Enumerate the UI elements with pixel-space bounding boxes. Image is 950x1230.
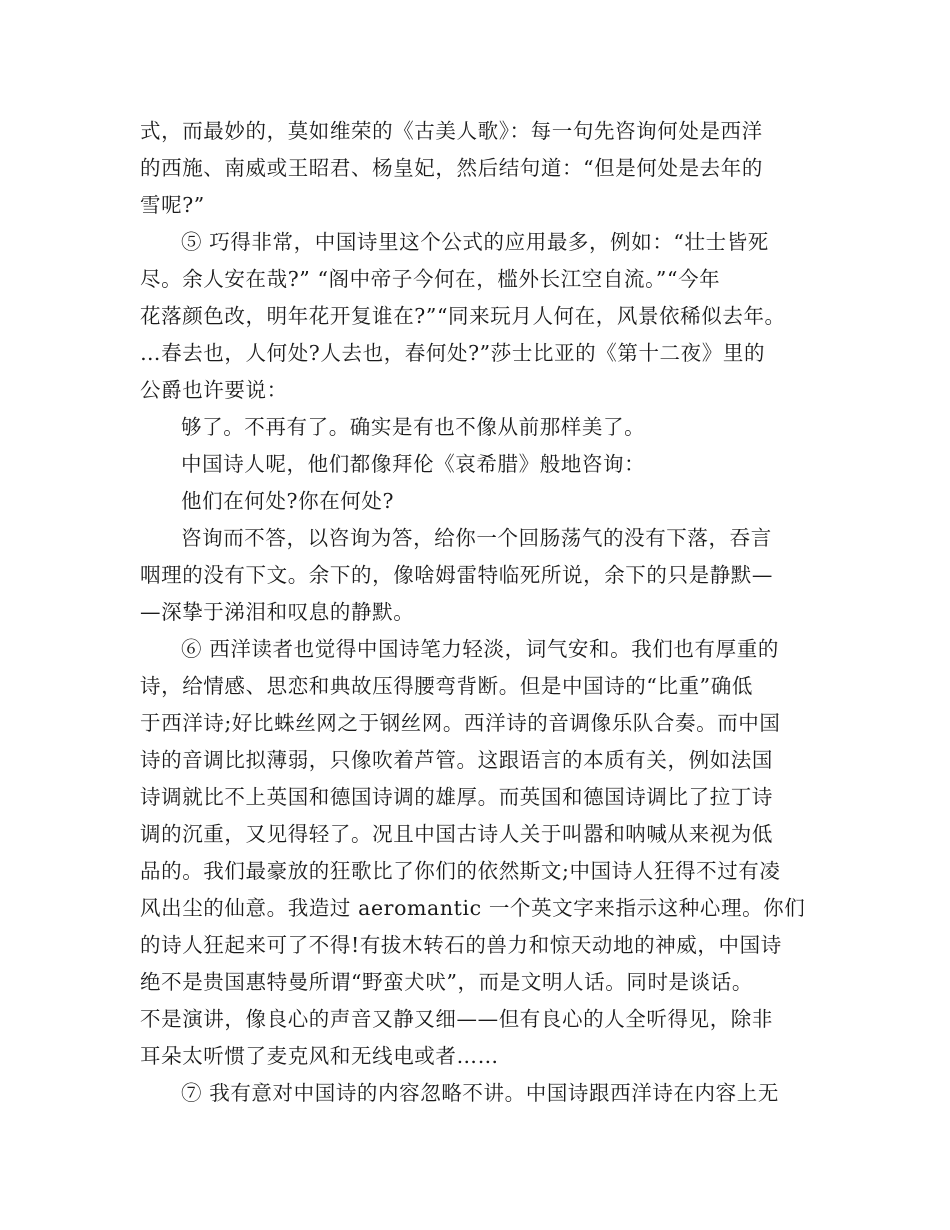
paragraph-6 [140, 631, 820, 1075]
text-line: 于西洋诗;好比蛛丝网之于钢丝网。西洋诗的音调像乐队合奏。而中国 [140, 711, 781, 735]
text-line: 风出尘的仙意。我造过 aeromantic 一个英文字来指示这种心理。你们 [140, 896, 806, 920]
document-page [140, 113, 820, 1112]
text-line: 咽理的没有下文。余下的，像啥姆雷特临死所说，余下的只是静默— [140, 563, 773, 587]
quote-line-3 [140, 483, 820, 520]
text-line: 够了。不再有了。确实是有也不像从前那样美了。 [181, 415, 646, 439]
text-line: ⑦ 我有意对中国诗的内容忽略不讲。中国诗跟西洋诗在内容上无 [181, 1081, 779, 1105]
text-line: 耳朵太听惯了麦克风和无线电或者…… [140, 1044, 499, 1068]
text-line: 诗调就比不上英国和德国诗调的雄厚。而英国和德国诗调比了拉丁诗 [140, 785, 773, 809]
text-line: 的西施、南威或王昭君、杨皇妃，然后结句道：“但是何处是去年的 [140, 156, 763, 180]
text-line: 诗，给情感、思恋和典故压得腰弯背断。但是中国诗的“比重”确低 [140, 674, 753, 698]
text-line: 式，而最妙的，莫如维荣的《古美人歌》：每一句先咨询何处是西洋 [140, 119, 763, 143]
text-line: ⑤ 巧得非常，中国诗里这个公式的应用最多，例如：“壮士皆死 [181, 230, 769, 254]
quote-line-2 [140, 446, 820, 483]
text-line: 诗的音调比拟薄弱，只像吹着芦管。这跟语言的本质有关，例如法国 [140, 748, 773, 772]
text-line: 中国诗人呢，他们都像拜伦《哀希腊》般地咨询： [181, 452, 646, 476]
text-line: —深挚于涕泪和叹息的静默。 [140, 600, 415, 624]
text-line: 不是演讲，像良心的声音又静又细——但有良心的人全听得见，除非 [140, 1007, 773, 1031]
paragraph-7 [140, 1075, 820, 1112]
text-line: 的诗人狂起来可了不得!有拔木转石的兽力和惊天动地的神威，中国诗 [140, 933, 782, 957]
quote-line-1 [140, 409, 820, 446]
text-line: 雪呢?” [140, 193, 205, 217]
paragraph-silence [140, 520, 820, 631]
text-line: …春去也，人何处?人去也，春何处?”莎士比亚的《第十二夜》里的 [140, 341, 766, 365]
text-line: 花落颜色改，明年花开复谁在?”“同来玩月人何在，风景依稀似去年。 [140, 304, 786, 328]
text-line: 公爵也许要说： [140, 378, 288, 402]
text-line: 调的沉重，又见得轻了。况且中国古诗人关于叫嚣和呐喊从来视为低 [140, 822, 773, 846]
text-line: 品的。我们最豪放的狂歌比了你们的依然斯文;中国诗人狂得不过有凌 [140, 859, 781, 883]
text-line: ⑥ 西洋读者也觉得中国诗笔力轻淡，词气安和。我们也有厚重的 [181, 637, 779, 661]
text-line: 咨询而不答，以咨询为答，给你一个回肠荡气的没有下落，吞言 [181, 526, 772, 550]
text-line: 他们在何处?你在何处? [181, 489, 395, 513]
text-line: 绝不是贵国惠特曼所谓“野蛮犬吠”，而是文明人话。同时是谈话。 [140, 970, 753, 994]
text-line: 尽。余人安在哉?” “阁中帝子今何在，槛外长江空自流。”“今年 [140, 267, 721, 291]
paragraph-5 [140, 224, 820, 409]
paragraph-continuation [140, 113, 820, 224]
